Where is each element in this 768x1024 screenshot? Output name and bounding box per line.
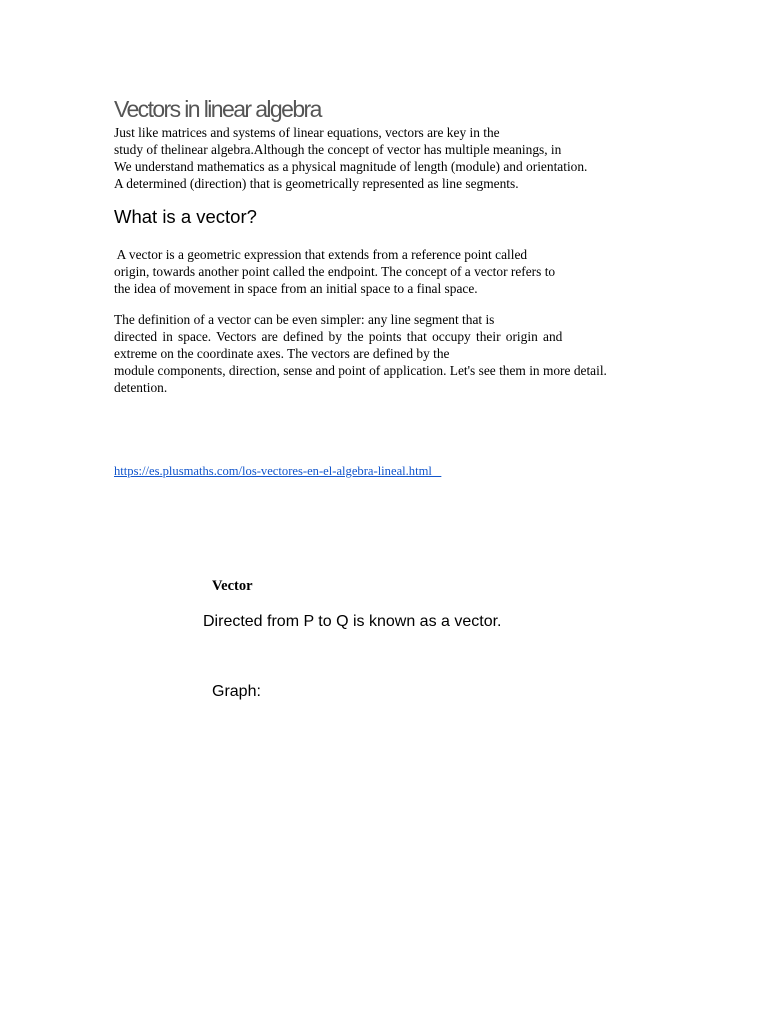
definition-paragraph: [114, 246, 555, 297]
simpler-definition-line: directed in space. Vectors are defined by the points that occupy their origin and: [114, 329, 563, 344]
document-title: Vectors in linear algebra: [114, 96, 321, 122]
vector-sentence: Directed from P to Q is known as a vector.: [203, 613, 502, 630]
graph-label: Graph:: [212, 683, 261, 700]
intro-line: A determined (direction) that is geometrically represented as line segments.: [114, 176, 519, 191]
section-heading: What is a vector?: [114, 206, 257, 227]
definition-line: A vector is a geometric expression that extends from a reference point called: [114, 247, 528, 262]
simpler-definition-line: The definition of a vector can be even simpler: any line segment that is: [114, 312, 495, 327]
vector-label: Vector: [212, 578, 253, 594]
simpler-definition-paragraph: [114, 311, 607, 396]
intro-paragraph: [114, 124, 587, 192]
source-link[interactable]: https://es.plusmaths.com/los-vectores-en-el-algebra-lineal.html: [114, 464, 442, 478]
simpler-definition-line: module components, direction, sense and point of application. Let's see them in more detail.: [114, 363, 607, 378]
intro-line: study of thelinear algebra.Although the concept of vector has multiple meanings, in: [114, 142, 562, 157]
intro-line: We understand mathematics as a physical magnitude of length (module) and orientation.: [114, 159, 588, 174]
definition-line: origin, towards another point called the endpoint. The concept of a vector refers to: [114, 264, 556, 279]
intro-line: Just like matrices and systems of linear equations, vectors are key in the: [114, 125, 500, 140]
simpler-definition-line: detention.: [114, 380, 168, 395]
definition-line: the idea of movement in space from an initial space to a final space.: [114, 281, 478, 296]
simpler-definition-line: extreme on the coordinate axes. The vectors are defined by the: [114, 346, 450, 361]
